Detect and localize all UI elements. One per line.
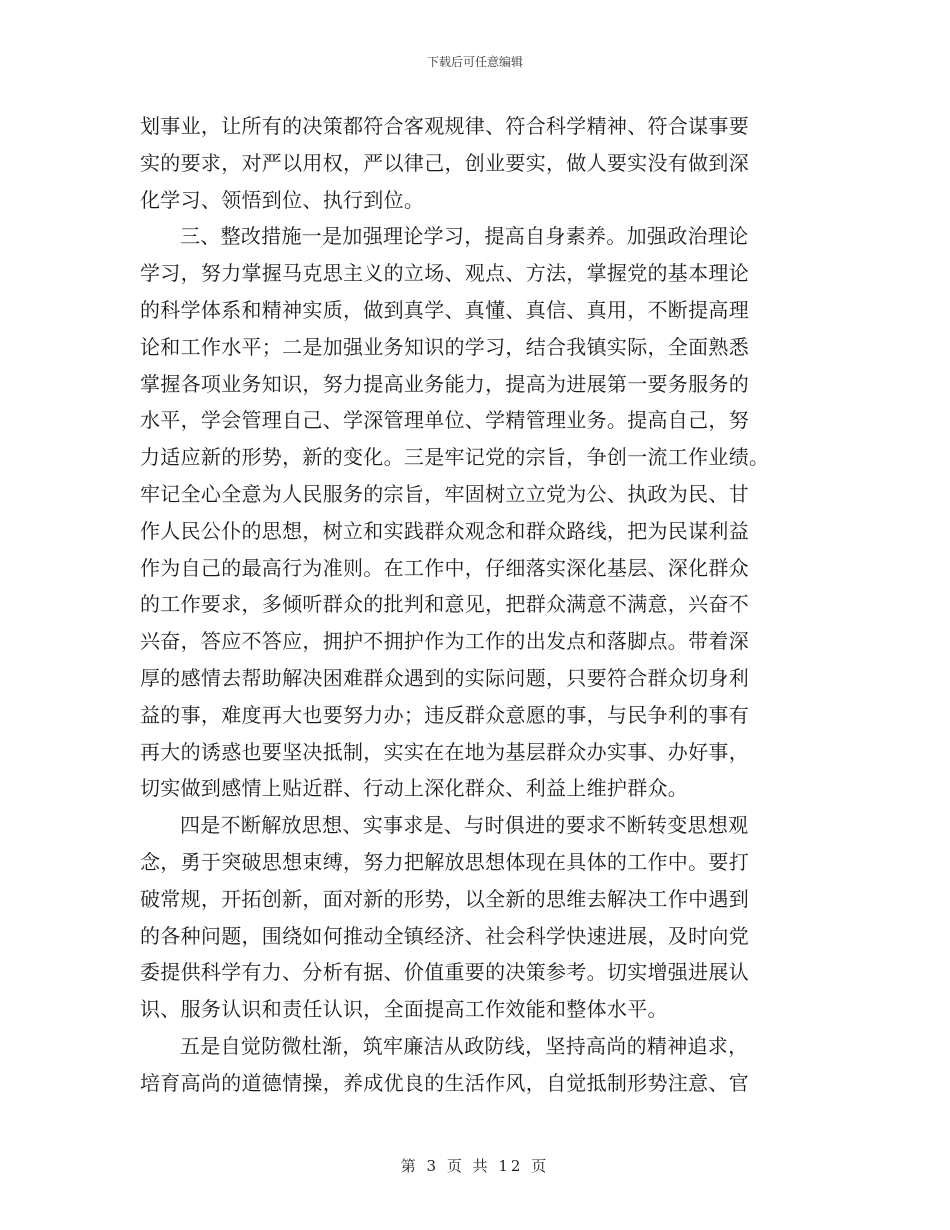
text-line: 实的要求，对严以用权，严以律己，创业要实，做人要实没有做到深 [140, 150, 749, 175]
text-line: 作人民公仆的思想，树立和实践群众观念和群众路线，把为民谋利益 [140, 518, 749, 543]
text-line: 五是自觉防微杜渐，筑牢廉洁从政防线，坚持高尚的精神追求， [180, 1033, 749, 1058]
text-line: 划事业，让所有的决策都符合客观规律、符合科学精神、符合谋事要 [140, 114, 749, 138]
document-body [140, 108, 812, 1102]
text-line: 水平，学会管理自己、学深管理单位、学精管理业务。提高自己，努 [140, 408, 749, 433]
text-line: 识、服务认识和责任认识，全面提高工作效能和整体水平。 [140, 997, 668, 1022]
text-line: 委提供科学有力、分析有据、价值重要的决策参考。切实增强进展认 [140, 960, 749, 985]
page-header: 下载后可任意编辑 [426, 55, 523, 69]
text-line: 学习，努力掌握马克思主义的立场、观点、方法，掌握党的基本理论 [140, 261, 749, 286]
text-line: 力适应新的形势，新的变化。三是牢记党的宗旨，争创一流工作业绩。 [140, 445, 770, 470]
text-line: 四是不断解放思想、实事求是、与时俱进的要求不断转变思想观 [180, 813, 749, 838]
text-line: 念，勇于突破思想束缚，努力把解放思想体现在具体的工作中。要打 [140, 849, 749, 874]
text-line: 论和工作水平；二是加强业务知识的学习，结合我镇实际，全面熟悉 [140, 334, 749, 359]
text-line: 的工作要求，多倾听群众的批判和意见，把群众满意不满意，兴奋不 [140, 592, 749, 617]
text-line: 的各种问题，围绕如何推动全镇经济、社会科学快速进展，及时向党 [140, 923, 749, 948]
text-line: 兴奋，答应不答应，拥护不拥护作为工作的出发点和落脚点。带着深 [140, 629, 749, 654]
text-line: 切实做到感情上贴近群、行动上深化群众、利益上维护群众。 [140, 776, 689, 801]
text-line: 培育高尚的道德情操，养成优良的生活作风，自觉抵制形势注意、官 [140, 1070, 749, 1095]
text-line: 破常规，开拓创新，面对新的形势，以全新的思维去解决工作中遇到 [140, 886, 749, 911]
text-line: 再大的诱惑也要坚决抵制，实实在在地为基层群众办实事、办好事， [140, 739, 749, 764]
text-line: 益的事，难度再大也要努力办；违反群众意愿的事，与民争利的事有 [140, 702, 749, 727]
text-line: 化学习、领悟到位、执行到位。 [140, 187, 425, 212]
text-line: 作为自己的最高行为准则。在工作中，仔细落实深化基层、深化群众 [140, 555, 749, 580]
text-line: 的科学体系和精神实质，做到真学、真懂、真信、真用，不断提高理 [140, 297, 749, 322]
text-line: 牢记全心全意为人民服务的宗旨，牢固树立立党为公、执政为民、甘 [140, 481, 749, 506]
text-line: 掌握各项业务知识，努力提高业务能力，提高为进展第一要务服务的 [140, 371, 749, 396]
text-line: 厚的感情去帮助解决困难群众遇到的实际问题，只要符合群众切身利 [140, 665, 749, 690]
text-line: 三、整改措施一是加强理论学习，提高自身素养。加强政治理论 [180, 224, 749, 249]
page-footer: 第 3 页 共 12 页 [400, 1157, 550, 1175]
